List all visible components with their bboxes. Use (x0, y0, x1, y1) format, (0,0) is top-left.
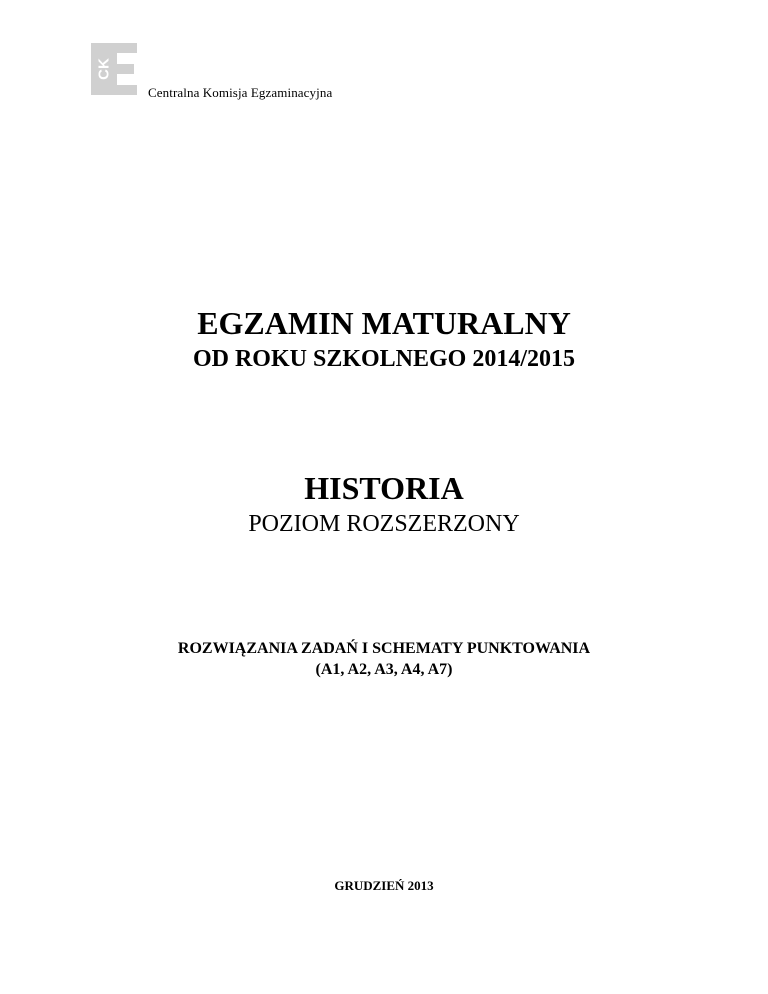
document-versions: (A1, A2, A3, A4, A7) (315, 661, 453, 678)
svg-text:CK: CK (95, 58, 113, 80)
exam-subtitle: OD ROKU SZKOLNEGO 2014/2015 (192, 346, 576, 372)
subject-level: POZIOM ROZSZERZONY (248, 511, 520, 537)
exam-title: EGZAMIN MATURALNY (197, 305, 571, 341)
organization-name: Centralna Komisja Egzaminacyjna (148, 85, 333, 100)
publication-date: GRUDZIEŃ 2013 (334, 878, 434, 893)
cke-logo (91, 43, 139, 95)
document-description: ROZWIĄZANIA ZADAŃ I SCHEMATY PUNKTOWANIA (177, 640, 591, 657)
subject-name: HISTORIA (304, 470, 464, 506)
